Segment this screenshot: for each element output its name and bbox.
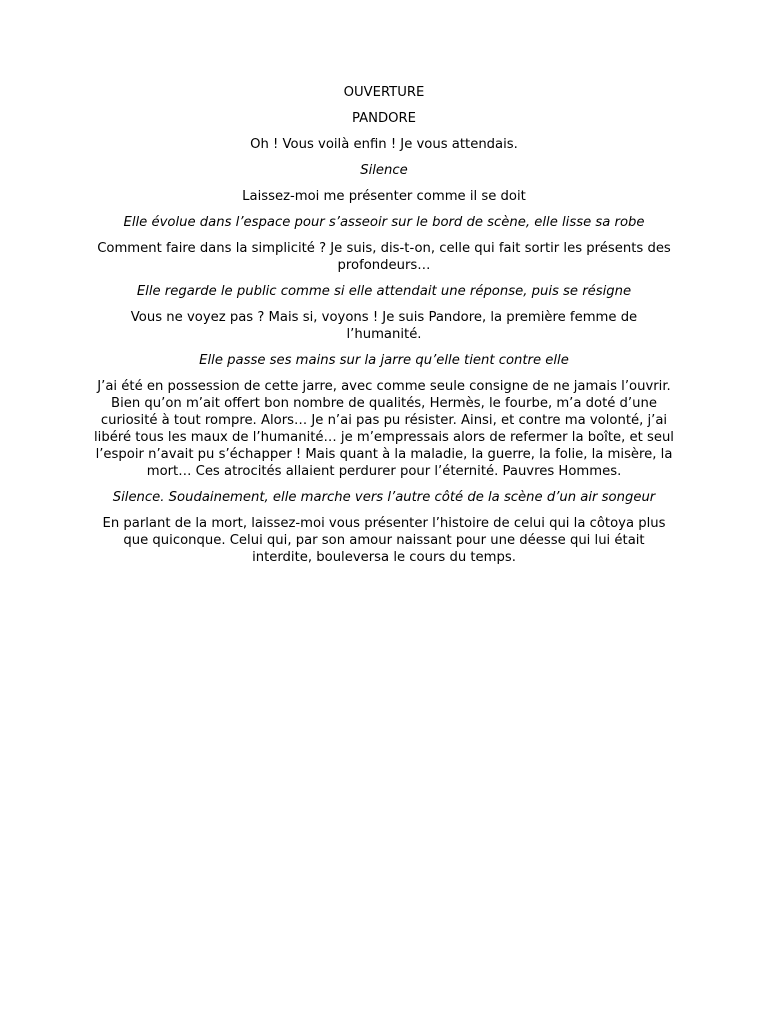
stage-direction: Elle passe ses mains sur la jarre qu’elle tient contre elle	[199, 353, 569, 368]
dialogue-line: Comment faire dans la simplicité ? Je suis, dis-t-on, celle qui fait sortir les présents des profondeurs…	[97, 241, 671, 273]
character-name: PANDORE	[351, 111, 417, 126]
section-heading: OUVERTURE	[343, 85, 425, 100]
dialogue-line: Laissez-moi me présenter comme il se doit	[242, 189, 526, 204]
document-page	[92, 84, 676, 575]
dialogue-line: Vous ne voyez pas ? Mais si, voyons ! Je suis Pandore, la première femme de l’humanité.	[130, 310, 638, 342]
stage-direction: Silence	[360, 163, 408, 178]
stage-direction: Elle évolue dans l’espace pour s’asseoir sur le bord de scène, elle lisse sa robe	[123, 215, 645, 230]
dialogue-line: En parlant de la mort, laissez-moi vous présenter l’histoire de celui qui la côtoya plus que quiconque. Celui qui, par son amour naissant pour une déesse qui lui était interdite, bouleversa le cours du temps.	[102, 516, 666, 565]
stage-direction: Silence. Soudainement, elle marche vers l’autre côté de la scène d’un air songeur	[112, 490, 656, 505]
dialogue-monologue: J’ai été en possession de cette jarre, avec comme seule consigne de ne jamais l’ouvrir. Bien qu’on m’ait offert bon nombre de qualités, Hermès, le fourbe, m’a doté d’une curiosité à tout rompre. Alors… Je n’ai pas pu résister. Ainsi, et contre ma volonté, j’ai libéré tous les maux de l’humanité… je m’empressais alors de refermer la boîte, et seul l’espoir n’avait pu s’échapper ! Mais quant à la maladie, la guerre, la folie, la misère, la mort… Ces atrocités allaient perdurer pour l’éternité. Pauvres Hommes.	[94, 379, 674, 479]
stage-direction: Elle regarde le public comme si elle attendait une réponse, puis se résigne	[136, 284, 632, 299]
dialogue-line: Oh ! Vous voilà enfin ! Je vous attendais.	[250, 137, 518, 152]
